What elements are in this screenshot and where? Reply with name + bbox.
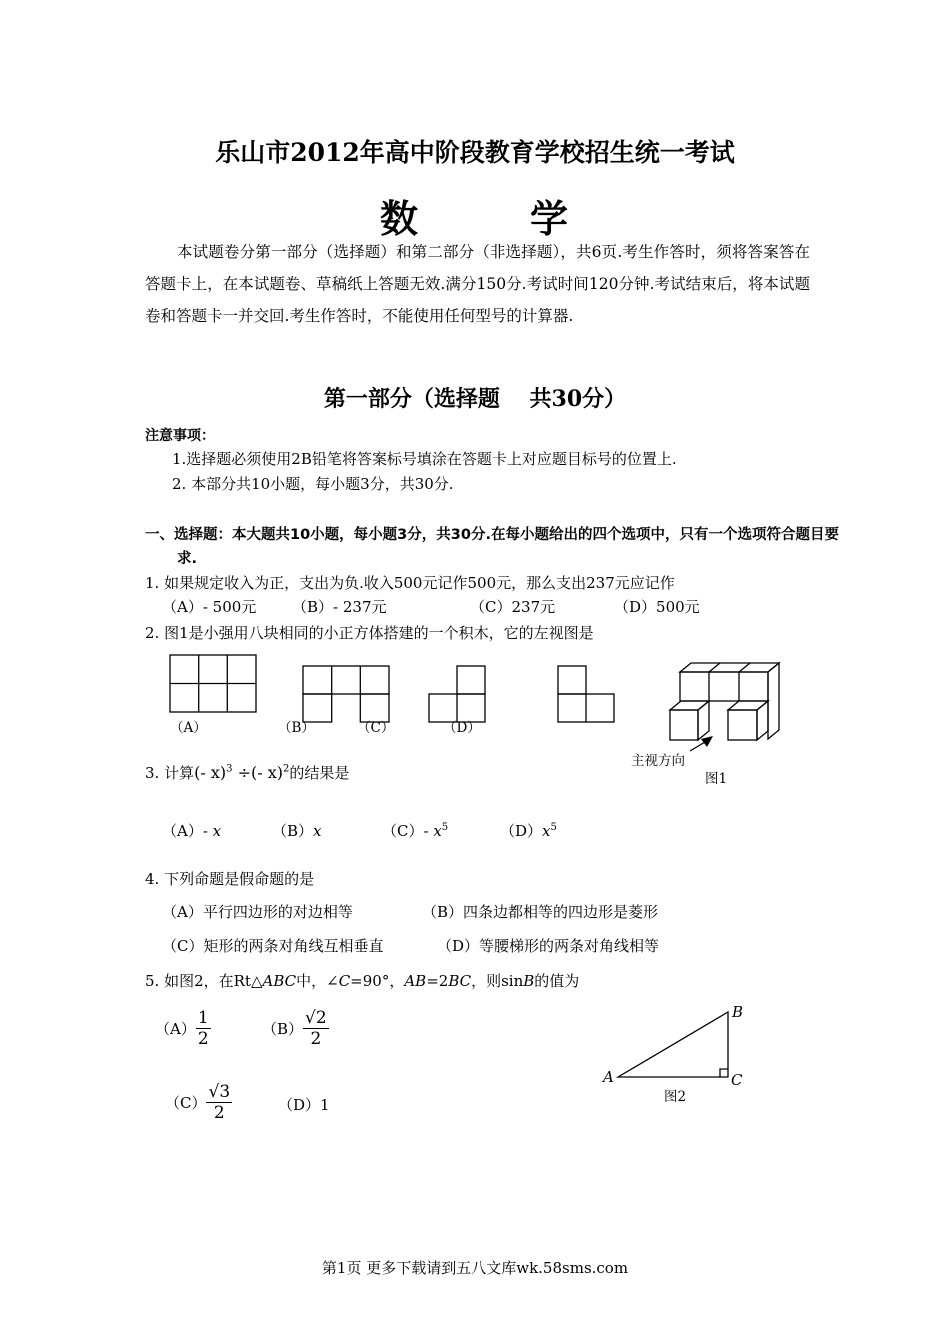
- fig1-blocks: [670, 663, 779, 740]
- q1-stem: 1. 如果规定收入为正，支出为负.收入500元记作500元，那么支出237元应记作: [145, 574, 675, 592]
- q3-expr-left: (- x): [194, 763, 227, 782]
- q2-option-c-view: [429, 666, 485, 722]
- q4-option-c: （C）矩形的两条对角线互相垂直: [162, 937, 384, 955]
- vertex-c-label: C: [731, 1071, 743, 1089]
- q3-exp-right: 2: [282, 763, 290, 775]
- page-footer: 第1页 更多下载请到五八文库wk.58sms.com: [321, 1259, 629, 1277]
- exam-title: 乐山市2012年高中阶段教育学校招生统一考试: [215, 138, 735, 167]
- q3-exp-left: 3: [226, 763, 233, 775]
- subject-char-1: 数: [379, 196, 420, 241]
- q3-suffix: 的结果是: [289, 764, 350, 782]
- subject-char-2: 学: [530, 196, 571, 241]
- q4-stem: 4. 下列命题是假命题的是: [145, 870, 315, 888]
- q1-option-a: （A）- 500元: [162, 598, 257, 616]
- q2-option-a-view: [170, 655, 256, 712]
- q2-option-c: （C）: [357, 720, 395, 736]
- q5-option-a: （A） $\frac{1}{2}$: [155, 1008, 209, 1049]
- q5-option-b: （B） $\frac{√2}{2}$: [262, 1008, 327, 1049]
- q2-stem: 2. 图1是小强用八块相同的小正方体搭建的一个积木，它的左视图是: [145, 624, 594, 642]
- view-direction-label: 主视方向: [631, 753, 685, 769]
- q3-prefix: 3. 计算: [145, 764, 195, 782]
- q4-option-a: （A）平行四边形的对边相等: [162, 903, 353, 921]
- q4-option-d: （D）等腰梯形的两条对角线相等: [437, 937, 660, 955]
- q3-option-b: （B）x: [272, 822, 322, 840]
- vertex-b-label: B: [732, 1003, 744, 1021]
- fig1-label: 图1: [705, 771, 728, 787]
- fig2-label: 图2: [664, 1089, 687, 1105]
- notes-heading: 注意事项：: [145, 428, 215, 444]
- q3-option-c: （C）- $x^5$: [382, 822, 449, 840]
- q3-option-d: $(D)x^5$: [500, 822, 557, 840]
- note-1: 1.选择题必须使用2B铅笔将答案标号填涂在答题卡上对应题目标号的位置上.: [172, 450, 677, 468]
- arrow-head: [701, 736, 713, 747]
- q5-option-c: （C） $\frac{√3}{2}$: [165, 1082, 231, 1123]
- vertex-a-label: A: [603, 1068, 614, 1086]
- q2-option-b-view: [303, 666, 389, 722]
- subject-title: [0, 188, 950, 243]
- q4-option-b: （B）四条边都相等的四边形是菱形: [422, 903, 659, 921]
- q5-option-d: （D）1: [278, 1096, 330, 1114]
- q1-option-b: （B）- 237元: [292, 598, 387, 616]
- q2-option-d-view: [558, 666, 614, 722]
- q3-expr-right: (- x): [250, 763, 283, 782]
- q2-option-b: （B）: [278, 720, 315, 736]
- q3-stem: [145, 762, 349, 783]
- part1-title: 第一部分（选择题 共30分）: [323, 386, 627, 412]
- intro-paragraph: 本试题卷分第一部分（选择题）和第二部分（非选择题），共6页.考生作答时，须将答案答在答题卡上，在本试题卷、草稿纸上答题无效.满分150分.考试时间120分钟.考试结束后，将本试题卷和答题卡一并交回.考生作答时，不能使用任何型号的计算器.: [145, 243, 810, 325]
- q1-option-d: （D）500元: [614, 598, 700, 616]
- q3-option-a: （A）- x: [162, 822, 222, 840]
- note-2: 2. 本部分共10小题，每小题3分，共30分.: [172, 475, 454, 493]
- q3-divide: ÷: [237, 763, 251, 782]
- q2-option-d: （D）: [443, 720, 481, 736]
- q1-option-c: （C）237元: [470, 598, 556, 616]
- q2-option-a: （A）: [170, 720, 207, 736]
- q5-stem: 5. 如图2，在Rt△ABC中，∠C=90°，AB=2BC，则sinB的值为: [145, 972, 580, 990]
- section-heading: 一、选择题：本大题共10小题，每小题3分，共30分.在每小题给出的四个选项中，只有一个选项符合题目要求.: [145, 527, 839, 567]
